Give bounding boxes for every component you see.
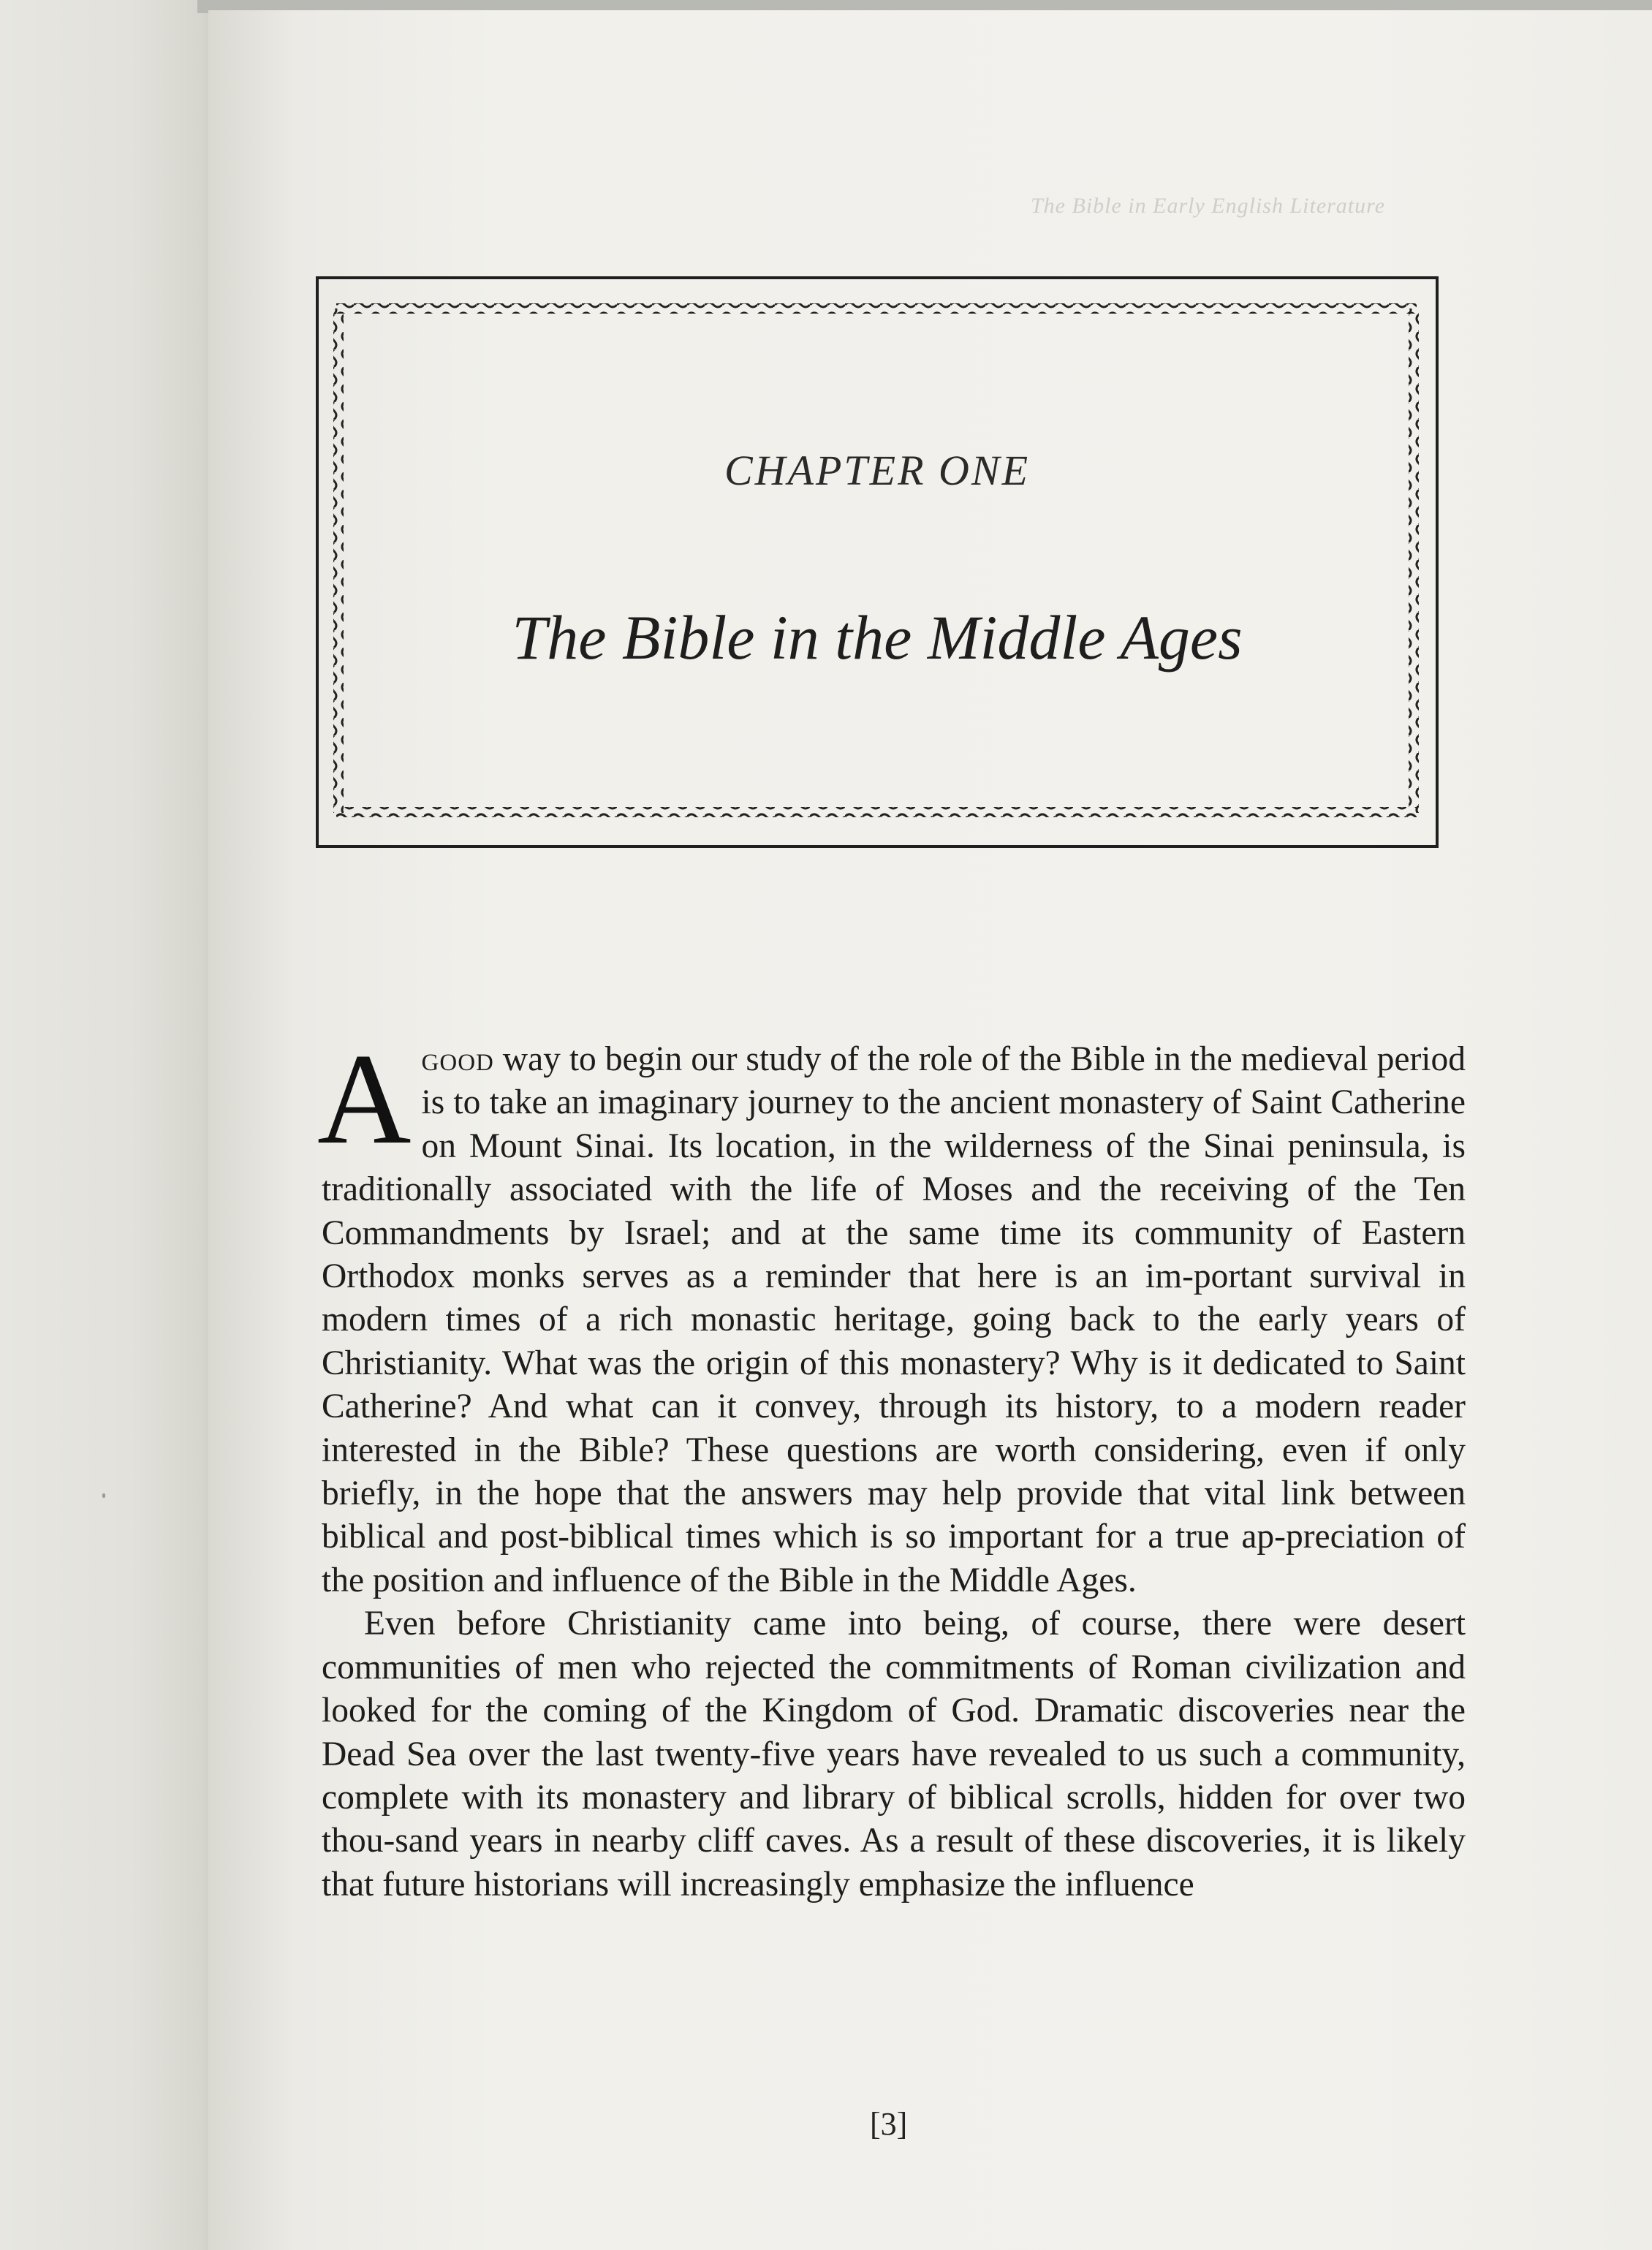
chapter-title: The Bible in the Middle Ages xyxy=(512,602,1243,673)
margin-speck xyxy=(102,1493,105,1498)
paragraph xyxy=(317,1026,1466,1602)
paragraph: Even before Christianity came into being, of course, there were desert communities of men who rejected the commitments of Roman civilization and looked for the coming of the Kingdom of God. Dramatic discoveries near the Dead Sea over the last twenty-five years have revealed to us such a community, complete with its monastery and library of biblical scrolls, hidden for over two thou-sand years in nearby cliff caves. As a result of these discoveries, it is likely that future historians will increasingly emphasize the influence xyxy=(322,1605,1466,1904)
chapter-number: CHAPTER ONE xyxy=(724,447,1031,494)
wavy-border-ornament xyxy=(319,279,1436,845)
opening-small-caps: good xyxy=(421,1040,494,1078)
chapter-heading-box xyxy=(316,276,1439,848)
page-number: [3] xyxy=(870,2106,908,2142)
body-text xyxy=(317,1026,1466,1906)
facing-page xyxy=(0,0,219,2250)
paragraph-text: way to begin our study of the role of the Bible in the medieval period is to take an imaginary journey to the ancient monastery of Saint Catherine on Mount Sinai. Its location, in the wilderness of the Sinai peninsula, is traditionally associated with the life of Moses and the receiving of the Ten Commandments by Israel; and at the same time its community of Eastern Orthodox monks serves as a reminder that here is an im-portant survival in modern times of a rich monastic heritage, going back to the early years of Christianity. What was the origin of this monastery? Why is it dedicated to Saint Catherine? And what can it convey, through its history, to a modern reader interested in the Bible? These questions are worth considering, even if only briefly, in the hope that the answers may help provide that vital link between biblical and post-biblical times which is so important for a true ap-preciation of the position and influence of the Bible in the Middle Ages. xyxy=(322,1040,1466,1599)
drop-cap: A xyxy=(317,1026,412,1171)
show-through-running-header: The Bible in Early English Literature xyxy=(1031,194,1386,218)
